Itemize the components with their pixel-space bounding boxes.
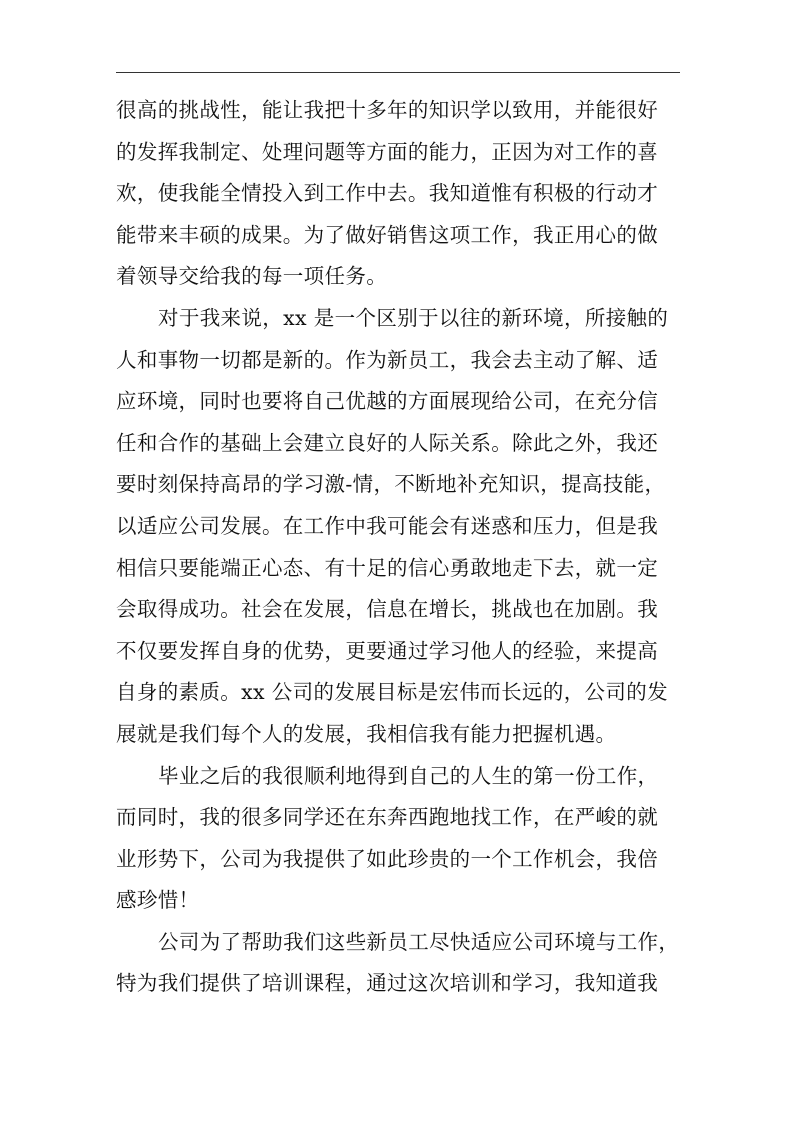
text-line: 而同时，我的很多同学还在东奔西跑地找工作，在严峻的就 [116,805,659,830]
text-line: 应环境，同时也要将自己优越的方面展现给公司，在充分信 [116,389,659,414]
text-line: 不仅要发挥自身的优势，更要通过学习他人的经验，来提高 [116,638,659,663]
header-rule [116,72,680,73]
text-line: 很高的挑战性，能让我把十多年的知识学以致用，并能很好 [116,98,659,122]
text-line: 展就是我们每个人的发展，我相信我有能力把握机遇。 [116,721,617,746]
text-line: 人和事物一切都是新的。作为新员工，我会去主动了解、适 [116,347,659,372]
text-line: 业形势下，公司为我提供了如此珍贵的一个工作机会，我倍 [116,846,659,871]
text-line: 以适应公司发展。在工作中我可能会有迷惑和压力，但是我 [116,513,659,538]
text-line: 会取得成功。社会在发展，信息在增长，挑战也在加剧。我 [116,597,659,622]
text-line: 要时刻保持高昂的学习激-情，不断地补充知识，提高技能， [116,472,666,497]
text-line: 相信只要能端正心态、有十足的信心勇敢地走下去，就一定 [116,555,659,580]
text-line: 特为我们提供了培训课程，通过这次培训和学习，我知道我 [116,971,659,996]
paragraph-start-line: 对于我来说，xx 是一个区别于以往的新环境，所接触的 [158,305,669,330]
text-line: 的发挥我制定、处理问题等方面的能力，正因为对工作的喜 [116,139,659,164]
paragraph-start-line: 公司为了帮助我们这些新员工尽快适应公司环境与工作， [158,929,680,954]
text-line: 任和合作的基础上会建立良好的人际关系。除此之外，我还 [116,430,659,455]
text-line: 感珍惜！ [116,888,200,913]
text-line: 着领导交给我的每一项任务。 [116,264,388,289]
text-line: 能带来丰硕的成果。为了做好销售这项工作，我正用心的做 [116,222,659,247]
document-body [116,90,680,1005]
paragraph-start-line: 毕业之后的我很顺利地得到自己的人生的第一份工作， [158,763,659,788]
text-line: 欢，使我能全情投入到工作中去。我知道惟有积极的行动才 [116,181,659,206]
text-line: 自身的素质。xx 公司的发展目标是宏伟而长远的，公司的发 [116,680,668,705]
